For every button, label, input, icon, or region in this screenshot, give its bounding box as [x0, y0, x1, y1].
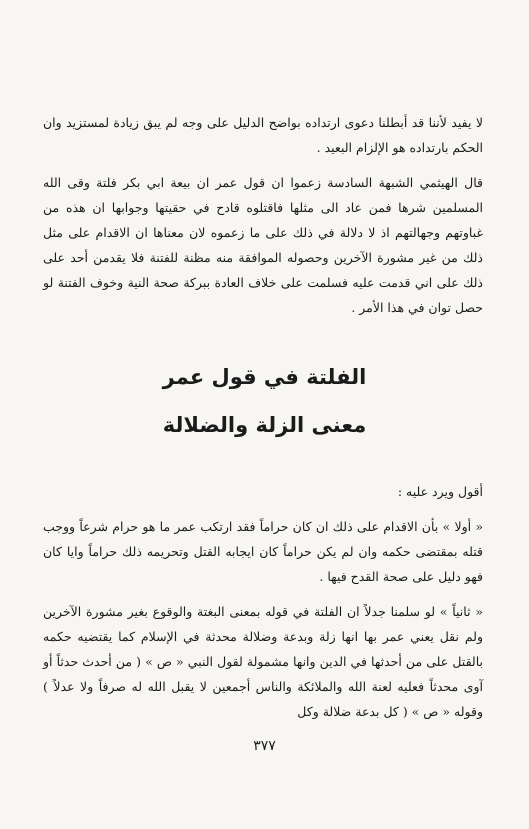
section-heading-zalla: معنى الزلة والضلالة [162, 413, 367, 437]
lower-text-block [43, 479, 483, 724]
page-number: ٣٧٧ [253, 738, 276, 754]
paragraph-second-point: « ثانياً » لو سلمنا جدلاً ان الفلتة في قوله بمعنى البغتة والوقوع بغير مشورة الآخرين ولم نقل يعني عمر بها انها زلة وبدعة وضلالة محدثة في الإسلام كما يقتضيه حكمه بالقتل على من أحدثها في الدين وانها مشمولة لقول النبي « ص » ( من أحدث حدثاً أو آوى محدثاً فعليه لعنة الله والملائكة والناس أجمعين لا يقبل الله له صرفاً ولا عدلاً ) وقوله « ص » ( كل بدعة ضلالة وكل [43, 604, 483, 719]
paragraph-intro: أقول ويرد عليه : [397, 484, 483, 499]
paragraph-continuation: لا يفيد لأننا قد أبطلنا دعوى ارتداده بواضح الدليل على وجه لم يبق زيادة لمستزيد وان الحكم بارتداده هو الإلزام البعيد . [43, 115, 483, 155]
paragraph-haythami-quote: قال الهيثمي الشبهة السادسة زعموا ان قول عمر ان بيعة ابي بكر فلتة وقى الله المسلمين شرها فمن عاد الى مثلها فاقتلوه قادح في حقيتها وجوابها ان هذه من غباوتهم وجهالتهم اذ لا دلالة في ذلك على ما زعموه لان معناها ان الاقدام على مثل ذلك من غير مشورة الآخرين وحصوله الموافقة منه مظنة للفتنة فلا يقدمن أحد على ذلك على اني قدمت عليه فسلمت على خلاف العادة ببركة صحة النية وخوف الفتنة لو حصل توان في هذا الأمر . [43, 175, 483, 315]
upper-text-block [43, 110, 483, 320]
section-heading-falta: الفلتة في قول عمر [162, 365, 367, 389]
paragraph-first-point: « أولا » بأن الاقدام على ذلك ان كان حراماً فقد ارتكب عمر ما هو حرام شرعاً ووجب قتله بمقتضى حكمه وان لم يكن حراماً كان ايجابه القتل وتحريمه ذلك حراماً وايا كان فهو دليل على صحة القدح فيها . [43, 519, 483, 584]
